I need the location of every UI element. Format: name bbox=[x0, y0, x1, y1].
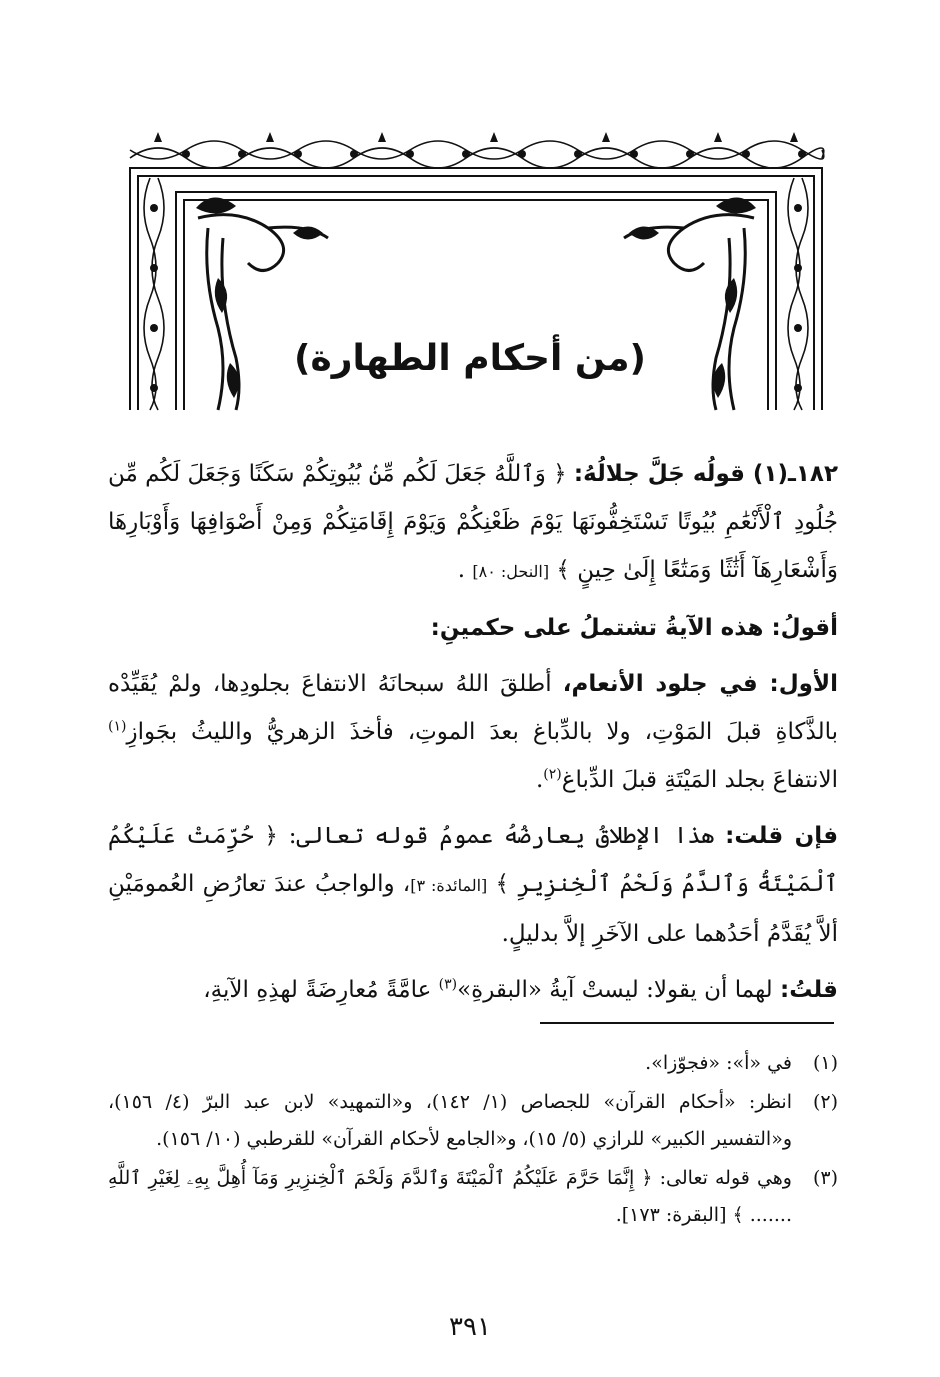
footnote-item bbox=[108, 1160, 838, 1234]
footnote-number: (١) bbox=[812, 1052, 838, 1074]
footnote-text: في «أ»: «فجوّزا». bbox=[645, 1052, 792, 1074]
footnote-divider bbox=[540, 1022, 834, 1024]
footnotes bbox=[108, 1045, 838, 1236]
main-text bbox=[108, 450, 838, 1022]
footnote-text: انظر: «أحكام القرآن» للجصاص (١/ ١٤٢)، و«التمهيد» لابن عبد البرّ (٤/ ١٥٦)، و«التفسير الكبير» للرازي (٥/ ١٥)، و«الجامع لأحكام القرآن» للقرطبي (١٠/ ١٥٦). bbox=[108, 1091, 792, 1150]
paragraph-intro bbox=[108, 604, 838, 652]
objection-label: فإن قلت: bbox=[725, 823, 838, 849]
paragraph-first-ruling bbox=[108, 660, 838, 804]
punctuation: . bbox=[457, 557, 466, 583]
paragraph-objection bbox=[108, 812, 838, 958]
entry-label: ١٨٢ـ(١) قولُه جَلَّ جلالُهُ: bbox=[573, 461, 838, 487]
footnote-text: وهي قوله تعالى: ﴿ إِنَّمَا حَرَّمَ عَلَيْكُمُ ٱلْمَيْتَةَ وَٱلدَّمَ وَلَحْمَ ٱلْخِنزِيرِ وَمَآ أُهِلَّ بِهِۦ لِغَيْرِ ٱللَّهِ ....... ﴾ [البقرة: ١٧٣]. bbox=[108, 1167, 792, 1226]
first-ruling-text: أطلقَ اللهُ سبحانَهُ الانتفاعَ بجلودِها، ولمْ يُقَيِّدْه بالذَّكاةِ قبلَ المَوْتِ، ولا بالدِّباغ بعدَ الموتِ، فأخذَ الزهريُّ والليثُ بجَوازِ bbox=[108, 671, 838, 745]
first-ruling-text-2: الانتفاعَ بجلد المَيْتَةِ قبلَ الدِّباغ bbox=[561, 767, 838, 793]
quran-verse: ﴿ حُرِّمَتْ عَلَيْكُمُ ٱلْمَيْتَةُ وَٱلدَّمُ وَلَحْمُ ٱلْخِنزِيرِ ﴾ bbox=[108, 823, 839, 897]
verse-reference: [النحل: ٨٠] bbox=[472, 562, 550, 581]
paragraph-182 bbox=[108, 450, 838, 596]
reply-text: لهما أن يقولا: ليستْ آيةُ «البقرةِ» bbox=[457, 977, 773, 1003]
quran-verse: ﴿ وَٱللَّهُ جَعَلَ لَكُم مِّنۢ بُيُوتِكُمْ سَكَنًا وَجَعَلَ لَكُم مِّن جُلُودِ ٱلْأَنْعَٰمِ بُيُوتًا تَسْتَخِفُّونَهَا يَوْمَ ظَعْنِكُمْ وَيَوْمَ إِقَامَتِكُمْ وَمِنْ أَصْوَافِهَا وَأَوْبَارِهَا وَأَشْعَارِهَآ أَثَٰثًا وَمَتَٰعًا إِلَىٰ حِينٍ ﴾ bbox=[108, 461, 838, 583]
footnote-item bbox=[108, 1084, 838, 1158]
objection-text-2: ، والواجبُ عندَ تعارُضِ العُمومَيْنِ ألاَّ يُقَدَّمُ أحَدُهما على الآخَرِ إلاَّ بدليلٍ. bbox=[108, 871, 838, 947]
page-number: ٣٩١ bbox=[449, 1312, 491, 1342]
first-ruling-label: الأول: في جلود الأنعام، bbox=[562, 671, 838, 697]
paragraph-reply bbox=[108, 966, 838, 1014]
reply-label: قلتُ: bbox=[780, 977, 838, 1003]
footnote-ref-3[interactable]: (٣) bbox=[438, 976, 458, 993]
footnote-number: (٢) bbox=[812, 1091, 838, 1113]
footnote-ref-2[interactable]: (٢) bbox=[543, 766, 562, 783]
footnote-ref-1[interactable]: (١) bbox=[108, 718, 127, 735]
footnote-number: (٣) bbox=[812, 1167, 838, 1189]
objection-text: هذا الإطلاقُ يعارضُهُ عمومُ قوله تعالى: bbox=[288, 823, 715, 849]
reply-text-2: عامَّةً مُعارِضَةً لهذِهِ الآيةِ، bbox=[203, 977, 432, 1003]
intro-statement: أقولُ: هذه الآيةُ تشتملُ على حكمينِ: bbox=[430, 615, 838, 641]
verse-reference: [المائدة: ٣] bbox=[410, 876, 488, 895]
footnote-item bbox=[108, 1045, 838, 1082]
punctuation: . bbox=[535, 767, 544, 793]
chapter-title: (من أحكام الطهارة) bbox=[294, 338, 646, 379]
